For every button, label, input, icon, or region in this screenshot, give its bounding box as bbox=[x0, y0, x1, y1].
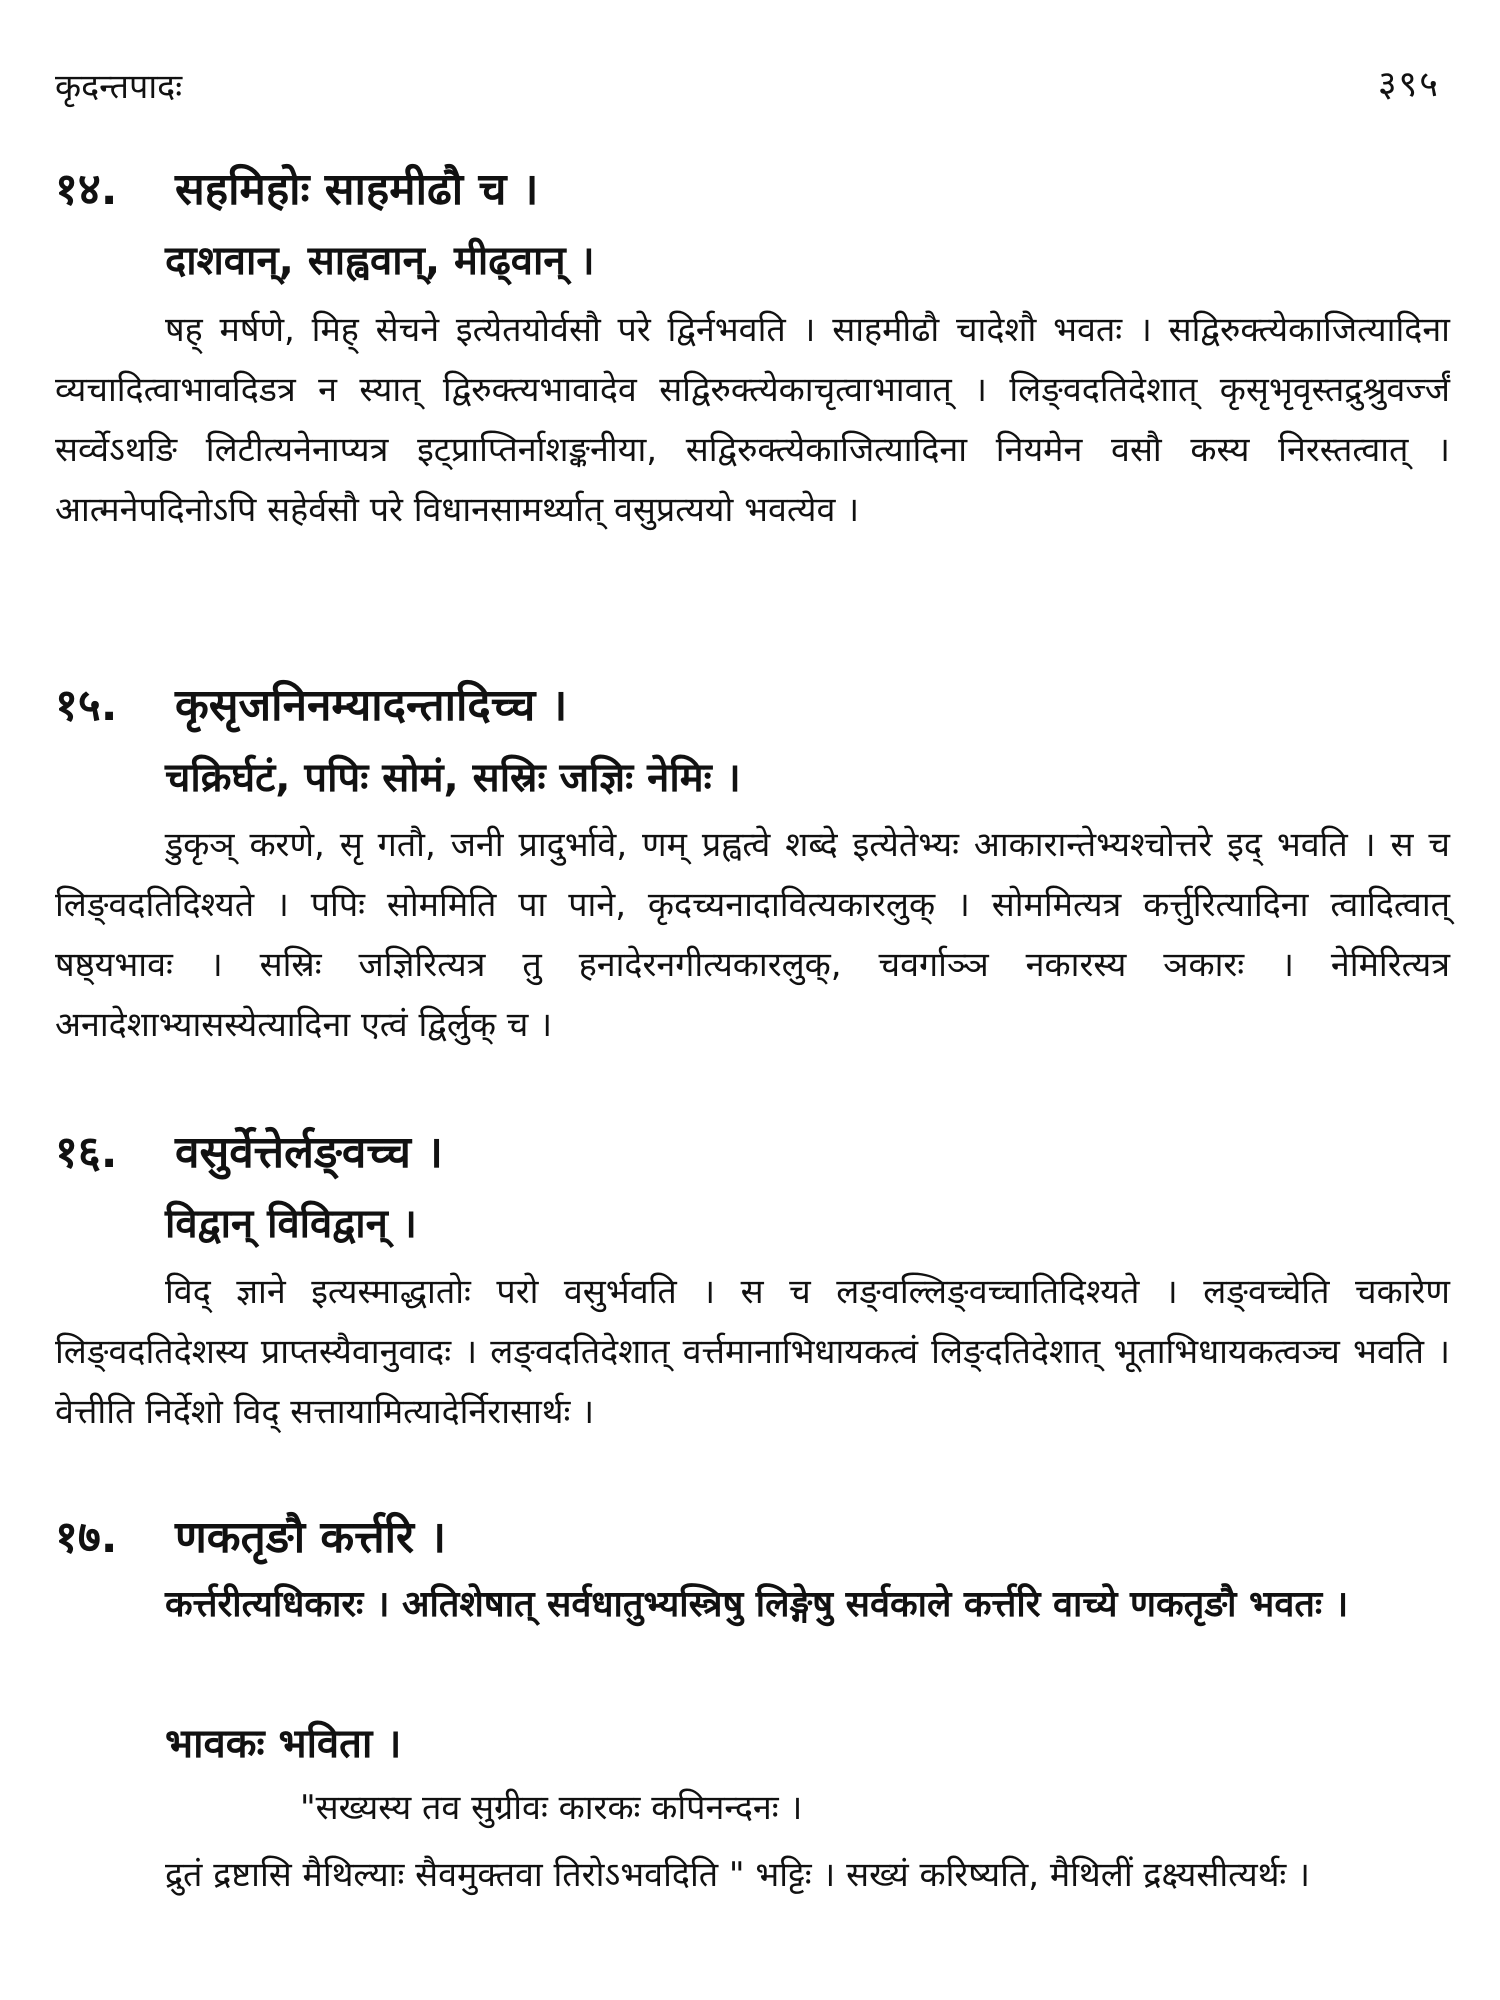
sutra-number: १६. bbox=[55, 1127, 118, 1178]
sutra-17-examples: भावकः भविता । bbox=[165, 1721, 402, 1767]
running-header: कृदन्तपादः bbox=[55, 67, 183, 107]
sutra-number: १४. bbox=[55, 164, 118, 215]
sutra-number: १५. bbox=[55, 680, 118, 731]
sutra-15-examples: चक्रिर्घटं, पपिः सोमं, सस्रिः जज्ञिः नेमिः । bbox=[165, 755, 741, 801]
sutra-number: १७. bbox=[55, 1512, 118, 1563]
sutra-title: वसुर्वेत्तेर्लङ्वच्च । bbox=[175, 1127, 443, 1178]
sutra-15-commentary: डुकृञ् करणे, सृ गतौ, जनी प्रादुर्भावे, णम् प्रह्वत्वे शब्दे इत्येतेभ्यः आकारान्तेभ्यश्चोत्तरे इद् भवति । स च लिङ्वदतिदिश्यते । पपिः सोममिति पा पाने, कृदच्यनादावित्यकारलुक् । सोममित्यत्र कर्त्तुरित्यादिना त्वादित्वात् षष्ठ्यभावः । सस्रिः जज्ञिरित्यत्र तु हनादेरनगीत्यकारलुक्, चवर्गाञ्ञ नकारस्य ञकारः । नेमिरित्यत्र अनादेशाभ्यासस्येत्यादिना एत्वं द्विर्लुक् च । bbox=[55, 825, 1450, 1045]
sutra-title: सहमिहोः साहमीढौ च । bbox=[175, 164, 539, 215]
sutra-16-examples: विद्वान् विविद्वान् । bbox=[165, 1201, 417, 1247]
sutra-17-commentary: द्रुतं द्रष्टासि मैथिल्याः सैवमुक्तवा तिरोऽभवदिति " भट्टिः । सख्यं करिष्यति, मैथिलीं द्रक्ष्यसीत्यर्थः । bbox=[165, 1855, 1310, 1895]
sutra-17-heading bbox=[55, 1510, 1450, 1566]
sutra-17-verse: "सख्यस्य तव सुग्रीवः कारकः कपिनन्दनः । bbox=[300, 1788, 803, 1828]
sutra-15-heading bbox=[55, 678, 1450, 734]
sutra-16-heading bbox=[55, 1125, 1450, 1181]
page-number: ३९५ bbox=[1377, 64, 1440, 105]
sutra-title: कृसृजनिनम्यादन्तादिच्च । bbox=[175, 680, 568, 731]
sutra-16-commentary: विद् ज्ञाने इत्यस्माद्धातोः परो वसुर्भवति । स च लङ्वल्लिङ्वच्चातिदिश्यते । लङ्वच्चेति चकारेण लिङ्वदतिदेशस्य प्राप्तस्यैवानुवादः । लङ्वदतिदेशात् वर्त्तमानाभिधायकत्वं लिङ्दतिदेशात् भूताभिधायकत्वञ्च भवति । वेत्तीति निर्देशो विद् सत्तायामित्यादेर्निरासार्थः । bbox=[55, 1272, 1450, 1432]
sutra-14-heading bbox=[55, 162, 1450, 218]
sutra-17-adhikara: कर्त्तरीत्यधिकारः । अतिशेषात् सर्वधातुभ्यस्त्रिषु लिङ्गेषु सर्वकाले कर्त्तरि वाच्ये णकतृङौ भवतः । bbox=[165, 1584, 1349, 1625]
sutra-14-commentary: षह् मर्षणे, मिह् सेचने इत्येतयोर्वसौ परे द्विर्नभवति । साहमीढौ चादेशौ भवतः । सद्विरुक्त्येकाजित्यादिना व्यचादित्वाभावदिडत्र न स्यात् द्विरुक्त्यभावादेव सद्विरुक्त्येकाचृत्वाभावात् । लिङ्वदतिदेशात् कृसृभृवृस्तद्रुश्रुवर्ज्जं सर्व्वेऽथङि लिटीत्यनेनाप्यत्र इट्प्राप्तिर्नाशङ्कनीया, सद्विरुक्त्येकाजित्यादिना नियमेन वसौ कस्य निरस्तत्वात् । आत्मनेपदिनोऽपि सहेर्वसौ परे विधानसामर्थ्यात् वसुप्रत्ययो भवत्येव । bbox=[55, 310, 1450, 530]
sutra-title: णकतृङौ कर्त्तरि । bbox=[175, 1512, 447, 1563]
sutra-14-examples: दाशवान्, साह्ववान्, मीढ्वान् । bbox=[165, 238, 595, 284]
